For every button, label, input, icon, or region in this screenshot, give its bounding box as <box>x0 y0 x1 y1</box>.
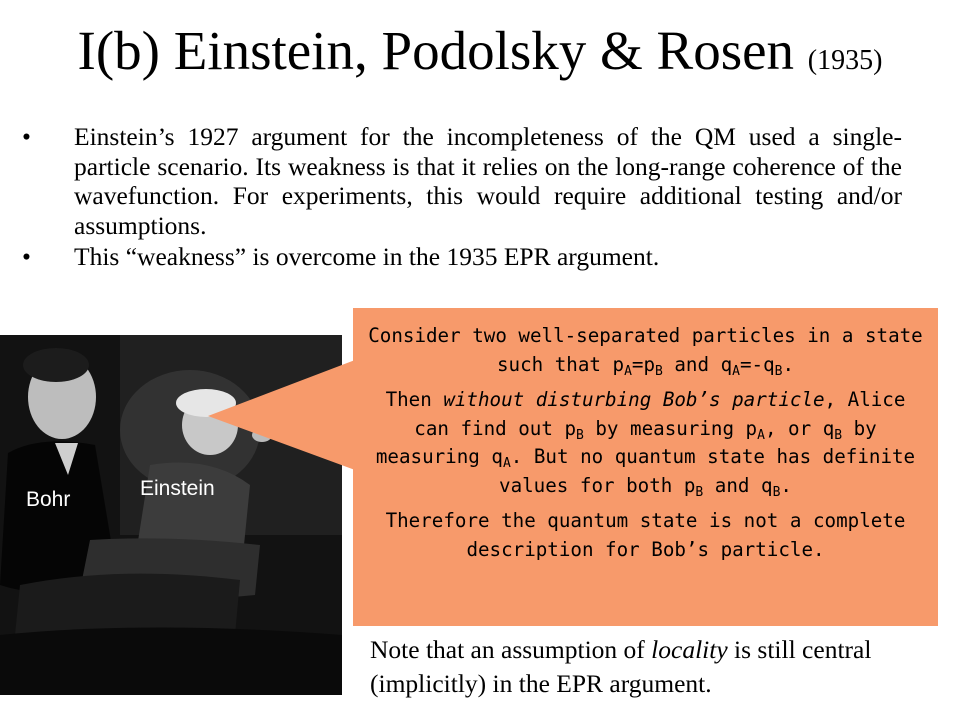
slide-title <box>0 16 960 96</box>
callout-paragraph-1: Consider two well-separated particles in a state such that $p_A=p_B$ and $q_A=-q_B$. <box>368 324 923 379</box>
epr-callout <box>353 308 938 626</box>
callout-paragraph-2: Then without disturbing Bob’s particle, Alice can find out $p_B$ by measuring $p_A$, or $q_B$ by measuring $q_A$. But no quantum state has definite values for both $p_B$ and $q_B$. <box>375 388 916 500</box>
bullet-text: Einstein’s 1927 argument for the incompleteness of the QM used a single-particle scenario. Its weakness is that it relies on the long-range coherence of the wavefunction. For experiments, this would require additional testing and/or assumptions. <box>74 122 902 240</box>
bohr-label: Bohr <box>26 488 71 511</box>
callout-paragraph-3: Therefore the quantum state is not a complete description for Bob’s particle. <box>385 509 906 561</box>
bullet-marker: • <box>22 122 31 151</box>
bullet-text: This “weakness” is overcome in the 1935 EPR argument. <box>74 242 660 271</box>
locality-note: Note that an assumption of locality is still central (implicitly) in the EPR argument. <box>370 635 872 698</box>
title-year: (1935) <box>807 45 883 76</box>
bullet-list <box>22 122 902 272</box>
bullet-item <box>22 122 902 240</box>
bullet-marker: • <box>22 242 31 271</box>
photo-illustration <box>0 335 342 695</box>
einstein-label: Einstein <box>140 477 215 500</box>
title-main: I(b) Einstein, Podolsky & Rosen <box>77 20 795 81</box>
bullet-item <box>22 242 902 272</box>
bohr-einstein-photo <box>0 335 342 695</box>
